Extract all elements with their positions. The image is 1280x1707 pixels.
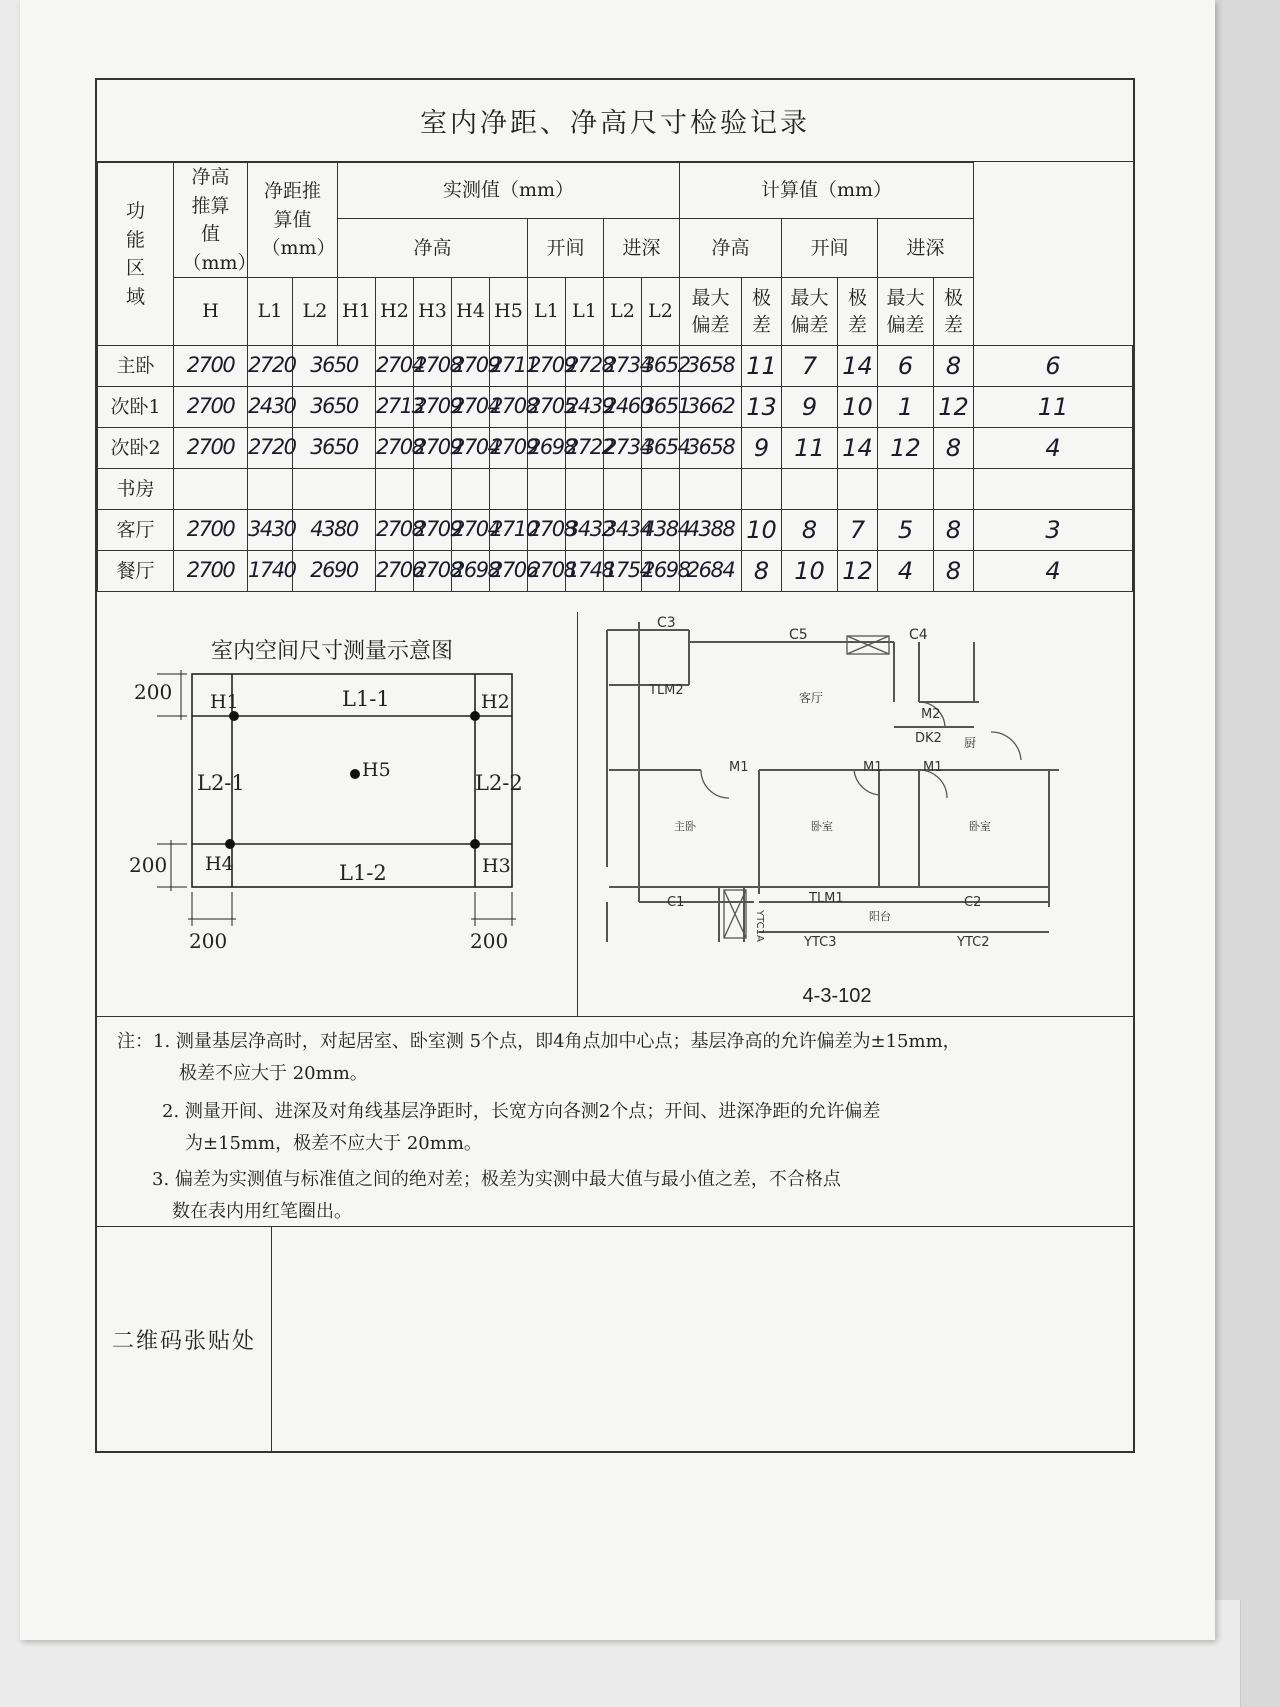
- measured-cell: 2430: [248, 387, 293, 428]
- fp-ytc1a: YTC1A: [754, 910, 765, 942]
- fp-c5: C5: [789, 627, 808, 643]
- measured-cell: 1754: [604, 551, 642, 592]
- qr-paste-area: [272, 1227, 1133, 1451]
- col-header: H: [174, 278, 248, 346]
- area-name: 客厅: [98, 510, 174, 551]
- calc-cell: [974, 469, 1133, 510]
- measured-cell: [452, 469, 490, 510]
- calc-cell: 6: [974, 346, 1133, 387]
- col-header: L1: [566, 278, 604, 346]
- calc-cell: 11: [974, 387, 1133, 428]
- measured-cell: 2700: [174, 346, 248, 387]
- measured-cell: 2709: [528, 346, 566, 387]
- h5-label: H5: [362, 759, 391, 781]
- calc-cell: 9: [742, 428, 782, 469]
- col-header: H5: [490, 278, 528, 346]
- fp-c3: C3: [657, 615, 676, 631]
- floor-plan: [579, 612, 1134, 992]
- col-header: 最大偏差: [878, 278, 934, 346]
- calc-cell: 6: [878, 346, 934, 387]
- measured-cell: 4384: [642, 510, 680, 551]
- measured-cell: 2709: [414, 428, 452, 469]
- measured-cell: 2720: [248, 346, 293, 387]
- qr-label: 二维码张贴处: [97, 1227, 272, 1451]
- col-header: H4: [452, 278, 490, 346]
- measured-cell: 2708: [528, 551, 566, 592]
- col-header: H3: [414, 278, 452, 346]
- measured-cell: 2700: [174, 551, 248, 592]
- calc-cell: [934, 469, 974, 510]
- col-header: 极差: [838, 278, 878, 346]
- calc-cell: 3: [974, 510, 1133, 551]
- measured-cell: 2706: [490, 551, 528, 592]
- measured-cell: 2708: [376, 428, 414, 469]
- dim-left-bottom: 200: [189, 929, 228, 953]
- calc-cell: 8: [934, 551, 974, 592]
- measured-cell: 2700: [174, 387, 248, 428]
- depth-group: 进深: [604, 218, 680, 277]
- fp-m1a: M1: [729, 760, 749, 775]
- measured-cell: [174, 469, 248, 510]
- measured-cell: 2704: [452, 510, 490, 551]
- calc-cell: 7: [838, 510, 878, 551]
- calc-cell: 12: [838, 551, 878, 592]
- l12-label: L1-2: [339, 861, 387, 885]
- measured-cell: [642, 469, 680, 510]
- measured-header: 实测值（mm）: [338, 163, 680, 219]
- measured-cell: 4380: [293, 510, 376, 551]
- calc-cell: 7: [782, 346, 838, 387]
- measured-cell: 2698: [452, 551, 490, 592]
- fp-tlm1: TLM1: [809, 891, 844, 906]
- measured-cell: 2706: [376, 551, 414, 592]
- qr-code-row: [97, 1227, 1133, 1451]
- measured-cell: 2708: [528, 510, 566, 551]
- fp-c1: C1: [667, 895, 685, 910]
- col-header: 最大偏差: [680, 278, 742, 346]
- bay-group: 开间: [528, 218, 604, 277]
- h2-label: H2: [481, 691, 510, 713]
- calc-cell: 13: [742, 387, 782, 428]
- l22-label: L2-2: [475, 771, 523, 795]
- measured-cell: 2734: [604, 428, 642, 469]
- calc-cell: [782, 469, 838, 510]
- measured-cell: 2709: [414, 387, 452, 428]
- measured-cell: 3654: [642, 428, 680, 469]
- fp-m1c: M1: [923, 760, 943, 775]
- measured-cell: 2709: [452, 346, 490, 387]
- measured-cell: 2713: [376, 387, 414, 428]
- h1-label: H1: [210, 691, 239, 713]
- measured-cell: [376, 469, 414, 510]
- fp-ytc2: YTC2: [957, 935, 990, 950]
- measured-cell: 2734: [604, 346, 642, 387]
- fp-c2: C2: [964, 895, 982, 910]
- calc-net-height-group: 净高: [680, 218, 782, 277]
- measured-cell: 2704: [376, 346, 414, 387]
- col-header: 极差: [934, 278, 974, 346]
- note-3a: 3. 偏差为实测值与标准值之间的绝对差；极差为实测中最大值与最小值之差，不合格点: [152, 1169, 841, 1190]
- h3-label: H3: [482, 855, 511, 877]
- measured-cell: 2439: [566, 387, 604, 428]
- calc-cell: 8: [782, 510, 838, 551]
- diagram-title: 室内空间尺寸测量示意图: [210, 639, 453, 664]
- col-header: H2: [376, 278, 414, 346]
- fp-balcony: 阳台: [869, 910, 891, 923]
- calc-cell: 14: [838, 346, 878, 387]
- area-name: 主卧: [98, 346, 174, 387]
- measured-cell: 3432: [566, 510, 604, 551]
- calc-cell: 12: [878, 428, 934, 469]
- fp-dk2: DK2: [915, 731, 942, 746]
- fp-ytc3: YTC3: [804, 935, 837, 950]
- col-header: L1: [528, 278, 566, 346]
- measurement-diagram: [97, 612, 577, 1017]
- calculated-header: 计算值（mm）: [680, 163, 974, 219]
- measured-cell: 2705: [528, 387, 566, 428]
- fp-m1b: M1: [863, 760, 883, 775]
- col-header: L2: [604, 278, 642, 346]
- dim-top: 200: [134, 680, 173, 704]
- measured-cell: 3652: [642, 346, 680, 387]
- area-header: 功能区域: [98, 163, 174, 346]
- calc-cell: 10: [782, 551, 838, 592]
- measured-cell: 2708: [414, 551, 452, 592]
- note-1b: 极差不应大于 20mm。: [179, 1063, 368, 1084]
- measured-cell: 2709: [490, 428, 528, 469]
- calc-cell: 8: [934, 428, 974, 469]
- measured-cell: 2722: [566, 428, 604, 469]
- measured-cell: 2720: [248, 428, 293, 469]
- fp-living: 客厅: [799, 691, 824, 705]
- measured-cell: 3651: [642, 387, 680, 428]
- measured-cell: [566, 469, 604, 510]
- net-height-group: 净高: [338, 218, 528, 277]
- measured-cell: 2708: [414, 346, 452, 387]
- measured-cell: 2710: [490, 510, 528, 551]
- measured-cell: 3434: [604, 510, 642, 551]
- area-name: 次卧2: [98, 428, 174, 469]
- table-row: [98, 510, 1133, 551]
- fp-kitchen: 厨: [964, 736, 977, 750]
- col-header: L1: [248, 278, 293, 346]
- measured-cell: [414, 469, 452, 510]
- calc-cell: [838, 469, 878, 510]
- diagram-section: [97, 612, 1133, 1017]
- col-header: L2: [642, 278, 680, 346]
- fp-master: 主卧: [674, 820, 696, 833]
- calc-cell: 12: [934, 387, 974, 428]
- calc-cell: 4: [974, 551, 1133, 592]
- calc-cell: 1: [878, 387, 934, 428]
- measured-cell: 2698: [642, 551, 680, 592]
- calc-bay-group: 开间: [782, 218, 878, 277]
- measured-cell: 3650: [293, 428, 376, 469]
- note-2b: 为±15mm，极差不应大于 20mm。: [185, 1133, 482, 1154]
- measured-cell: 3650: [293, 387, 376, 428]
- col-header: 极差: [742, 278, 782, 346]
- area-name: 餐厅: [98, 551, 174, 592]
- measured-cell: 2728: [566, 346, 604, 387]
- fp-tlm2: TLM2: [649, 683, 684, 698]
- table-row: [98, 346, 1133, 387]
- calc-cell: 10: [838, 387, 878, 428]
- measured-cell: [490, 469, 528, 510]
- table-row: [98, 428, 1133, 469]
- calc-depth-group: 进深: [878, 218, 974, 277]
- measured-cell: [293, 469, 376, 510]
- calc-cell: 11: [782, 428, 838, 469]
- calc-cell: 4: [878, 551, 934, 592]
- dim-bottom: 200: [129, 853, 168, 877]
- est-dist-header: 净距推算值（mm）: [248, 163, 338, 278]
- record-form: [95, 78, 1135, 1453]
- measured-cell: 2704: [452, 387, 490, 428]
- table-row: [98, 551, 1133, 592]
- table-row: [98, 469, 1133, 510]
- measured-cell: 1740: [248, 551, 293, 592]
- paper-sheet: [20, 0, 1215, 1640]
- calc-cell: [742, 469, 782, 510]
- calc-cell: 4: [974, 428, 1133, 469]
- col-header: L2: [293, 278, 338, 346]
- measured-cell: 3650: [293, 346, 376, 387]
- note-2a: 2. 测量开间、进深及对角线基层净距时，长宽方向各测2个点；开间、进深净距的允许偏差: [162, 1101, 881, 1122]
- calc-cell: 8: [934, 346, 974, 387]
- calc-cell: 5: [878, 510, 934, 551]
- measured-cell: 3662: [680, 387, 742, 428]
- measured-cell: 2711: [490, 346, 528, 387]
- fp-bed1: 卧室: [811, 820, 833, 833]
- dim-right-bottom: 200: [470, 929, 509, 953]
- l11-label: L1-1: [342, 687, 390, 711]
- h4-label: H4: [205, 853, 234, 875]
- l21-label: L2-1: [197, 771, 245, 795]
- note-1a: 注：1. 测量基层净高时，对起居室、卧室测 5个点，即4角点加中心点；基层净高的允许偏差为±15mm，: [117, 1031, 961, 1052]
- fp-bed2: 卧室: [969, 820, 991, 833]
- est-height-header: 净高推算值（mm）: [174, 163, 248, 278]
- calc-cell: 14: [838, 428, 878, 469]
- measured-cell: 2690: [293, 551, 376, 592]
- table-row: [98, 387, 1133, 428]
- measured-cell: 2700: [174, 428, 248, 469]
- measured-cell: 2698: [528, 428, 566, 469]
- measured-cell: 2460: [604, 387, 642, 428]
- area-name: 次卧1: [98, 387, 174, 428]
- measured-cell: 2684: [680, 551, 742, 592]
- note-3b: 数在表内用红笔圈出。: [172, 1201, 352, 1222]
- measured-cell: 2709: [414, 510, 452, 551]
- measured-cell: 3658: [680, 346, 742, 387]
- section-divider: [577, 612, 578, 1016]
- calc-cell: 11: [742, 346, 782, 387]
- col-header: H1: [338, 278, 376, 346]
- fp-c4: C4: [909, 627, 928, 643]
- measured-cell: 3430: [248, 510, 293, 551]
- measured-cell: 2700: [174, 510, 248, 551]
- measured-cell: [604, 469, 642, 510]
- measured-cell: 2704: [452, 428, 490, 469]
- floor-plan-code: 4-3-102: [802, 985, 872, 1007]
- measured-cell: 1748: [566, 551, 604, 592]
- calc-cell: [878, 469, 934, 510]
- calc-cell: 8: [742, 551, 782, 592]
- area-name: 书房: [98, 469, 174, 510]
- col-header: 最大偏差: [782, 278, 838, 346]
- calc-cell: 9: [782, 387, 838, 428]
- fp-m2: M2: [921, 707, 941, 722]
- calc-cell: 10: [742, 510, 782, 551]
- measured-cell: 2708: [376, 510, 414, 551]
- form-title: 室内净距、净高尺寸检验记录: [97, 80, 1133, 162]
- calc-cell: 8: [934, 510, 974, 551]
- measured-cell: [680, 469, 742, 510]
- column-header-row: [98, 278, 1133, 346]
- measured-cell: 3658: [680, 428, 742, 469]
- measurement-table: [97, 162, 1133, 592]
- measured-cell: [248, 469, 293, 510]
- measured-cell: [528, 469, 566, 510]
- measured-cell: 2708: [490, 387, 528, 428]
- measured-cell: 4388: [680, 510, 742, 551]
- notes-section: [97, 1017, 1133, 1227]
